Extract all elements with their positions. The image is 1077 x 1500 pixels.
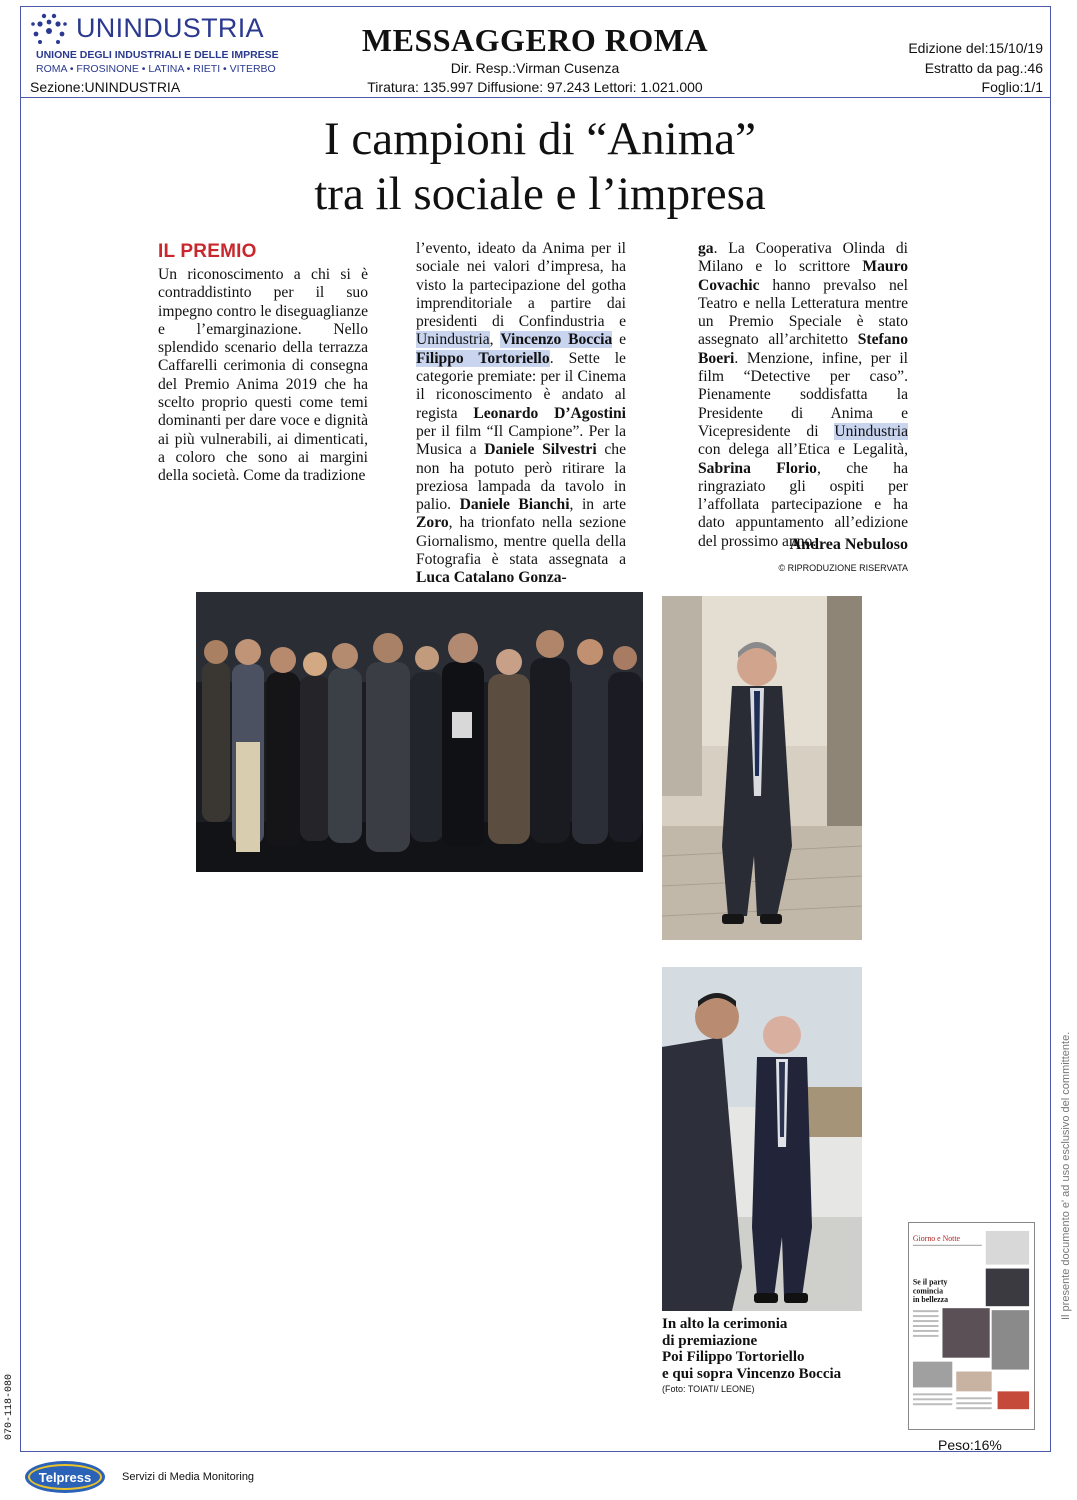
name-luca-catalano: Luca Catalano Gonza- [416, 569, 567, 587]
header-divider [20, 97, 1051, 98]
column-2-text-e: per il film “Il Campione”. Per la Musica a [416, 422, 626, 459]
edition-date: Edizione del:15/10/19 [908, 40, 1043, 56]
exclusive-use-note [1060, 1032, 1072, 1320]
document-code-text: 070-118-080 [4, 1373, 15, 1440]
circulation-line: Tiratura: 135.997 Diffusione: 97.243 Lettori: 1.021.000 [367, 79, 703, 95]
ceremony-photo [196, 592, 643, 872]
column-3-text-e: , che ha ringraziato gli ospiti per l’affollata partecipazione e ha dato appuntamento all’edizione del prossimo anno. [698, 459, 909, 550]
article-column-3 [698, 240, 908, 551]
newspaper-masthead: MESSAGGERO ROMA [361, 22, 709, 58]
author-byline: Andrea Nebuloso [789, 536, 908, 553]
column-2-text-d: . Sette le categorie premiate: per il Cinema il riconoscimento è andato al regista [416, 349, 626, 422]
thumbnail-section-label: Giorno e Notte [912, 1233, 961, 1243]
headline-line-1: I campioni di “Anima” [324, 113, 756, 165]
article-column-2 [416, 240, 626, 588]
telpress-logo [24, 1459, 106, 1495]
unindustria-emblem-icon [28, 10, 70, 52]
copyright-note: © RIPRODUZIONE RISERVATA [778, 563, 908, 573]
name-stefano-boeri: Stefano Boeri [698, 331, 908, 367]
highlight-filippo-tortoriello: Filippo Tortoriello [416, 349, 550, 367]
thumbnail-headline-3: in bellezza [912, 1295, 949, 1305]
sheet-number: Foglio:1/1 [981, 79, 1043, 95]
footer-service-text: Servizi di Media Monitoring [122, 1471, 255, 1483]
thumbnail-headline-2: comincia [912, 1286, 944, 1296]
column-2-text-b: , [489, 331, 501, 349]
page-thumbnail [908, 1222, 1035, 1430]
name-daniele-bianchi: Daniele Bianchi [459, 496, 570, 514]
column-2-text-f: che non ha potuto però ritirare la preziosa lampada da tavolo in palio. [416, 441, 626, 514]
article-headline [150, 112, 930, 222]
weight-label: Peso:16% [938, 1437, 1002, 1453]
photo-credit: (Foto: TOIATI/ LEONE) [662, 1384, 755, 1394]
column-3-text-b: hanno prevalso nel Teatro e nella Letteratura mentre un Premio Speciale è stato assegnato all’architetto [698, 276, 908, 349]
article-column-1 [158, 240, 368, 486]
name-leonardo-dagostini: Leonardo D’Agostini [473, 404, 626, 422]
caption-line-4: e qui sopra Vincenzo Boccia [662, 1365, 842, 1382]
document-code [4, 1374, 15, 1440]
headline-line-2: tra il sociale e l’impresa [314, 168, 766, 220]
caption-line-3: Poi Filippo Tortoriello [662, 1349, 805, 1365]
exclusive-use-note-text: Il presente documento e' ad uso esclusivo del committente. [1060, 1031, 1072, 1320]
column-2-text-c: e [612, 331, 626, 349]
thumbnail-headline-1: Se il party [912, 1277, 948, 1287]
name-zoro: Zoro [416, 514, 449, 532]
director-line: Dir. Resp.:Virman Cusenza [450, 60, 620, 76]
photo-caption [662, 1316, 902, 1382]
highlight-unindustria-2: Unindustria [834, 422, 908, 440]
telpress-logo-text: Telpress [38, 1470, 92, 1485]
photo-boccia-conversation [662, 967, 862, 1311]
logo-name: UNINDUSTRIA [76, 13, 264, 43]
column-2-text-a: l’evento, ideato da Anima per il sociale nei valori d’impresa, ha visto la partecipazione del gotha imprenditoriale a partire dai presidenti di Confindustria e [416, 240, 626, 331]
portrait-photo-tortoriello [662, 596, 862, 940]
caption-line-1: In alto la cerimonia [662, 1316, 788, 1332]
column-3-text-d: con delega all’Etica e Legalità, [698, 441, 908, 459]
highlight-unindustria: Unindustria [416, 331, 490, 349]
name-mauro-covachic: Mauro Covachic [698, 258, 908, 294]
name-daniele-silvestri: Daniele Silvestri [484, 441, 597, 459]
section-label: Sezione:UNINDUSTRIA [30, 79, 181, 95]
article-kicker: IL PREMIO [158, 241, 257, 262]
column-2-text-g: , in arte [569, 496, 626, 514]
column-1-text: Un riconoscimento a chi si è contraddistinto per il suo impegno contro le diseguaglianze e l’emarginazione. Nello splendido scenario della terrazza Caffarelli cerimonia di consegna del Premio Anima 2019 che ha scelto proprio questi come temi dominanti per dare voce e dignità ai più vulnerabili, ai dimenticati, a coloro che sono ai margini della società. Come da tradizione [158, 266, 369, 485]
column-3-text-c: . Menzione, infine, per il film “Detective per caso”. Pienamente soddisfatta la Presidente di Anima e Vicepresidente di [698, 349, 908, 440]
logo-subtitle: UNIONE DEGLI INDUSTRIALI E DELLE IMPRESE [36, 49, 279, 61]
unindustria-logo [28, 10, 279, 78]
name-sabrina-florio: Sabrina Florio [698, 459, 817, 477]
name-gonzaga-end: ga [698, 240, 714, 257]
logo-cities: ROMA • FROSINONE • LATINA • RIETI • VITERBO [36, 63, 276, 75]
extract-page: Estratto da pag.:46 [924, 60, 1043, 76]
column-2-text-h: , ha trionfato nella sezione Giornalismo, mentre quella della Fotografia è stata assegnata a [416, 514, 626, 569]
column-3-text-a: . La Cooperativa Olinda di Milano e lo scrittore [698, 240, 908, 276]
highlight-vincenzo-boccia: Vincenzo Boccia [500, 331, 613, 349]
caption-line-2: di premiazione [662, 1332, 758, 1349]
